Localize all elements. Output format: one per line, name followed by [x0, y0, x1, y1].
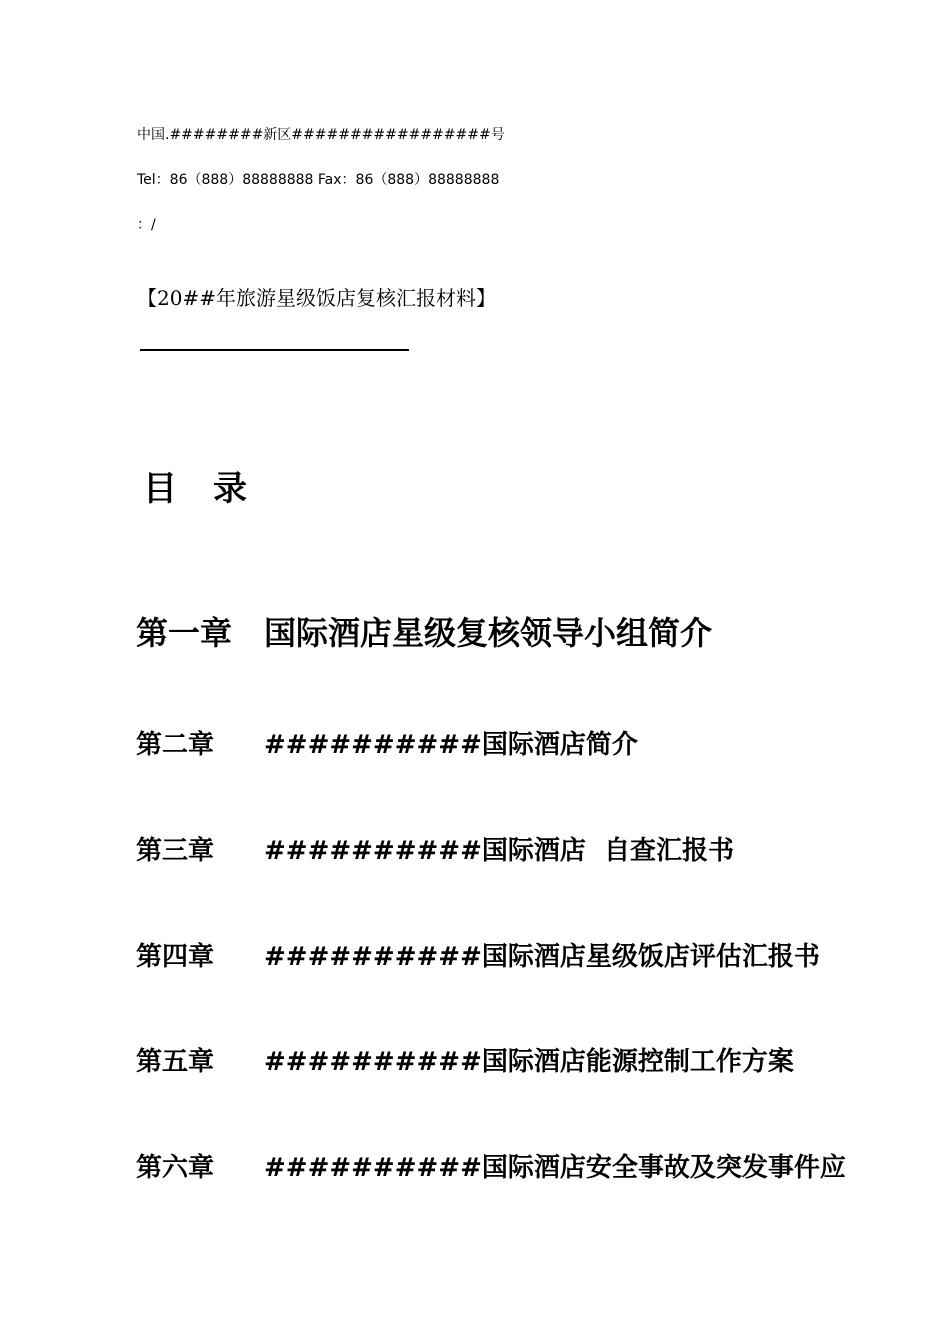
toc-chapter-label: 第五章 [136, 1047, 215, 1077]
toc-chapter-title: ##########国际酒店简介 [264, 730, 638, 760]
toc-chapter-title: ##########国际酒店能源控制工作方案 [264, 1047, 794, 1077]
toc-chapter-label: 第三章 [136, 836, 215, 866]
toc-chapter-title: 国际酒店星级复核领导小组简介 [264, 614, 713, 652]
toc-item-chapter-3[interactable] [136, 833, 734, 869]
toc-item-chapter-5[interactable] [136, 1044, 794, 1080]
toc-item-chapter-6[interactable] [136, 1150, 846, 1186]
toc-chapter-label: 第四章 [136, 942, 215, 972]
toc-item-chapter-2[interactable] [136, 727, 638, 763]
toc-chapter-label: 第六章 [136, 1153, 215, 1183]
title-underline [140, 349, 409, 351]
toc-heading-char-2: 录 [213, 469, 247, 509]
address-line: 中国.########新区#################号 [137, 127, 505, 143]
toc-chapter-title: ##########国际酒店安全事故及突发事件应 [264, 1153, 846, 1183]
toc-heading [143, 467, 247, 511]
toc-heading-char-1: 目 [143, 469, 177, 509]
toc-item-chapter-4[interactable] [136, 939, 820, 975]
contact-line: Tel：86（888）88888888 Fax：86（888）88888888 [137, 172, 500, 188]
web-line: ：/ [137, 217, 156, 233]
toc-chapter-label: 第二章 [136, 730, 215, 760]
document-title: 【20##年旅游星级饭店复核汇报材料】 [137, 286, 496, 310]
toc-item-chapter-1[interactable] [136, 612, 712, 654]
toc-chapter-label: 第一章 [136, 614, 233, 652]
toc-chapter-title: ##########国际酒店星级饭店评估汇报书 [264, 942, 820, 972]
toc-chapter-title: ##########国际酒店 自查汇报书 [264, 836, 734, 866]
